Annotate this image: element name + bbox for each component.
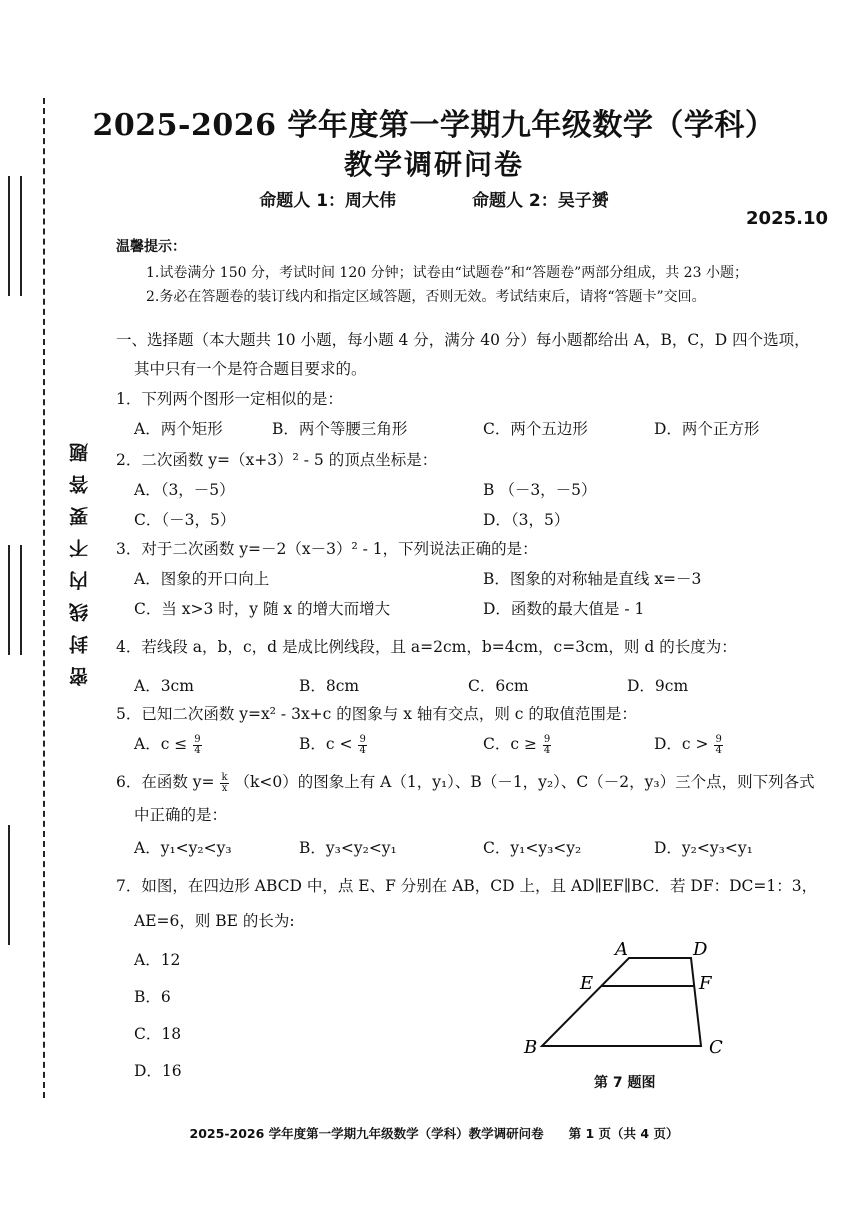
page-subtitle: 教学调研问卷 xyxy=(343,148,524,181)
q5-option-a xyxy=(134,732,203,756)
q7-option-d: D．16 xyxy=(134,1062,182,1080)
vertex-label-f: F xyxy=(699,973,712,994)
q4-option-c: C．6cm xyxy=(468,677,529,695)
q5-b-text: B．c < xyxy=(299,735,353,753)
q1-option-c: C．两个五边形 xyxy=(483,420,588,438)
fraction-num: 9 xyxy=(543,733,551,745)
q7-trapezoid-figure xyxy=(515,935,735,1065)
q4-option-a: A．3cm xyxy=(134,677,194,695)
q7-option-a: A．12 xyxy=(134,951,181,969)
fraction xyxy=(543,735,551,756)
question-4-stem: 4．若线段 a，b，c，d 是成比例线段，且 a=2cm，b=4cm，c=3cm，则 d 的长度为： xyxy=(116,638,737,656)
q7-option-c: C．18 xyxy=(134,1025,182,1043)
fraction xyxy=(193,735,201,756)
page-title: 2025-2026 学年度第一学期九年级数学（学科） xyxy=(92,108,776,143)
tip-item: 1.试卷满分 150 分，考试时间 120 分钟；试卷由“试题卷”和“答题卷”两部分组成，共 23 小题； xyxy=(146,265,748,281)
q2-option-b: B （－3，－5） xyxy=(483,481,597,499)
q7-option-b: B．6 xyxy=(134,988,171,1006)
q5-a-text: A．c ≤ xyxy=(134,735,188,753)
figure-caption: 第 7 题图 xyxy=(594,1075,656,1091)
q1-option-d: D．两个正方形 xyxy=(654,420,760,438)
fraction-den: 4 xyxy=(543,744,551,756)
q5-option-d xyxy=(654,732,724,756)
q5-c-text: C．c ≥ xyxy=(483,735,537,753)
q2-option-d: D．（3，5） xyxy=(483,511,570,529)
q3-option-b: B．图象的对称轴是直线 x=－3 xyxy=(483,570,702,588)
question-2-stem: 2．二次函数 y=（x+3）² - 5 的顶点坐标是： xyxy=(116,451,438,469)
vertex-label-c: C xyxy=(709,1037,723,1058)
tips-title: 温馨提示： xyxy=(116,239,186,255)
q5-option-b xyxy=(299,732,368,756)
q6-option-d: D．y₂<y₃<y₁ xyxy=(654,839,753,857)
fraction xyxy=(220,773,228,794)
fraction xyxy=(714,735,722,756)
section-heading-cont: 其中只有一个是符合题目要求的。 xyxy=(134,360,367,378)
question-6-stem-cont: 中正确的是： xyxy=(134,806,228,824)
question-3-stem: 3．对于二次函数 y=－2（x－3）² - 1，下列说法正确的是： xyxy=(116,540,538,558)
fraction-num: 9 xyxy=(715,733,722,745)
q6-option-c: C．y₁<y₃<y₂ xyxy=(483,839,582,857)
q3-option-a: A．图象的开口向上 xyxy=(134,570,270,588)
q3-option-c: C．当 x>3 时，y 随 x 的增大而增大 xyxy=(134,600,391,618)
binding-edge-mark xyxy=(8,825,20,945)
q5-d-text: D．c > xyxy=(654,735,709,753)
fraction-den: 4 xyxy=(359,744,366,756)
author-2: 命题人 2：吴子赟 xyxy=(471,191,609,211)
q1-option-b: B．两个等腰三角形 xyxy=(272,420,408,438)
exam-date: 2025.10 xyxy=(746,208,828,229)
fraction-num: 9 xyxy=(194,733,201,745)
fraction-num: k xyxy=(221,771,228,783)
question-1-stem: 1．下列两个图形一定相似的是： xyxy=(116,390,343,408)
q3-option-d: D．函数的最大值是 - 1 xyxy=(483,600,645,618)
q6-option-b: B．y₃<y₂<y₁ xyxy=(299,839,397,857)
fraction-num: 9 xyxy=(359,733,366,745)
q1-option-a: A．两个矩形 xyxy=(134,420,223,438)
q2-option-a: A．（3，－5） xyxy=(134,481,235,499)
binding-edge-mark xyxy=(8,545,22,655)
vertex-label-b: B xyxy=(524,1037,538,1058)
vertex-label-e: E xyxy=(580,973,594,994)
fraction-den: x xyxy=(221,782,228,794)
binding-dashed-line xyxy=(43,98,45,1098)
vertex-label-d: D xyxy=(693,939,708,960)
tip-item: 2.务必在答题卷的装订线内和指定区域答题，否则无效。考试结束后，请将“答题卡”交回。 xyxy=(146,289,706,305)
q4-option-b: B．8cm xyxy=(299,677,360,695)
question-7-stem-cont: AE=6，则 BE 的长为: xyxy=(134,912,295,930)
fraction xyxy=(358,735,366,756)
binding-notice: 密封线内不要答题 xyxy=(69,430,91,686)
fraction-den: 4 xyxy=(715,744,722,756)
question-7-stem: 7．如图，在四边形 ABCD 中，点 E、F 分别在 AB，CD 上，且 AD∥EF∥BC．若 DF：DC=1：3， xyxy=(116,877,818,895)
q6-stem-post: （k<0）的图象上有 A（1，y₁）、B（－1，y₂）、C（－2，y₃）三个点，则下列各式 xyxy=(234,773,815,791)
q5-option-c xyxy=(483,732,552,756)
q2-option-c: C．（－3，5） xyxy=(134,511,236,529)
q4-option-d: D．9cm xyxy=(627,677,689,695)
section-heading: 一、选择题（本大题共 10 小题，每小题 4 分，满分 40 分）每小题都给出 A，B，C，D 四个选项， xyxy=(116,331,810,349)
q6-option-a: A．y₁<y₂<y₃ xyxy=(134,839,232,857)
vertex-label-a: A xyxy=(615,939,628,960)
q6-stem-pre: 6．在函数 y= xyxy=(116,773,215,791)
question-6-stem xyxy=(116,770,815,794)
page-footer: 2025-2026 学年度第一学期九年级数学（学科）教学调研问卷 第 1 页（共 4 页） xyxy=(189,1126,679,1141)
question-5-stem: 5．已知二次函数 y=x² - 3x+c 的图象与 x 轴有交点，则 c 的取值范围是： xyxy=(116,705,637,723)
fraction-den: 4 xyxy=(194,744,201,756)
trapezoid-shape xyxy=(542,958,701,1046)
author-1: 命题人 1：周大伟 xyxy=(259,191,397,211)
authors xyxy=(0,186,868,211)
